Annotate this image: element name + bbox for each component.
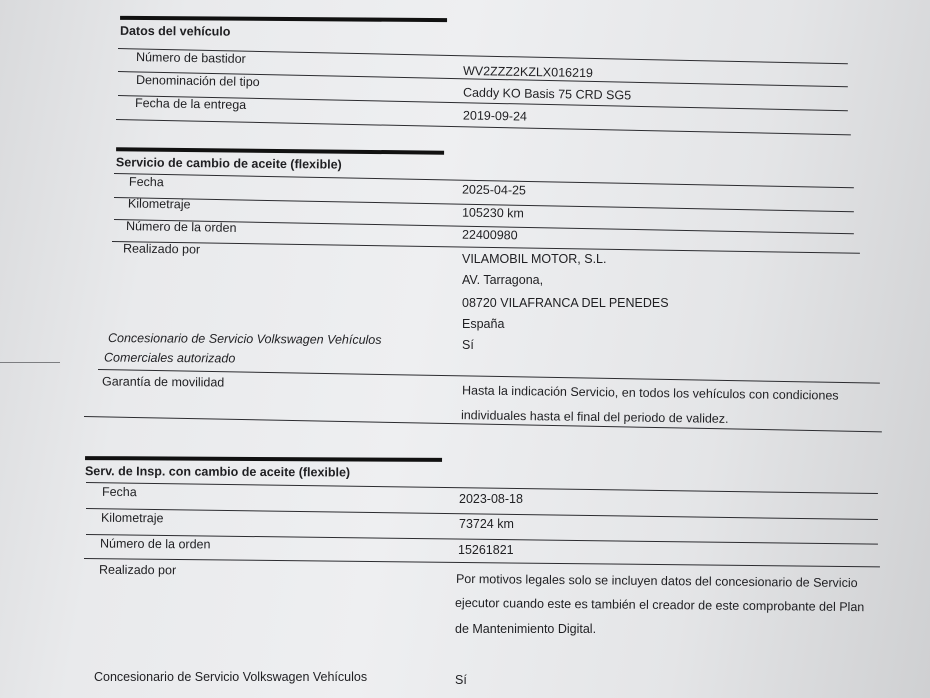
- oil-service-order-label: Número de la orden: [125, 219, 237, 235]
- type-name-label: Denominación del tipo: [135, 72, 260, 90]
- inspection-date-label: Fecha: [101, 484, 137, 500]
- dealer-name: VILAMOBIL MOTOR, S.L.: [462, 252, 607, 266]
- mobility-guarantee-label: Garantía de movilidad: [101, 374, 225, 390]
- inspection-order-value: 15261821: [458, 543, 514, 557]
- oil-service-section-heading: Servicio de cambio de aceite (flexible): [116, 147, 444, 172]
- inspection-performed-by-line-2: ejecutor cuando este es también el creador de este comprobante del Plan: [454, 595, 865, 615]
- oil-service-mileage-value: 105230 km: [461, 205, 524, 221]
- mobility-guarantee-text-line-2: individuales hasta el final del periodo de validez.: [460, 408, 729, 426]
- oil-service-order-value: 22400980: [461, 227, 518, 243]
- authorized-dealer-label-line-2: Comerciales autorizado: [103, 350, 236, 366]
- inspection-date-value: 2023-08-18: [459, 492, 523, 506]
- inspection-section-heading: Serv. de Insp. con cambio de aceite (flexible): [85, 456, 442, 480]
- dealer-street: AV. Tarragona,: [462, 273, 544, 287]
- inspection-order-label: Número de la orden: [99, 536, 211, 552]
- inspection-performed-by-line-1: Por motivos legales solo se incluyen datos del concesionario de Servicio: [455, 571, 858, 591]
- oil-service-date-value: 2025-04-25: [461, 182, 527, 198]
- oil-service-mileage-label: Kilometraje: [127, 196, 191, 212]
- paper-fold-line: [0, 362, 60, 363]
- delivery-date-label: Fecha de la entrega: [134, 96, 247, 112]
- vehicle-section-heading: Datos del vehículo: [120, 16, 447, 40]
- inspection-authorized-dealer-label: Concesionario de Servicio Volkswagen Vehículos: [94, 670, 368, 684]
- inspection-authorized-dealer-value: Sí: [455, 673, 467, 687]
- authorized-dealer-label-line-1: Concesionario de Servicio Volkswagen Vehículos: [107, 331, 382, 347]
- dealer-city: 08720 VILAFRANCA DEL PENEDES: [462, 296, 669, 310]
- chassis-number-label: Número de bastidor: [135, 50, 246, 66]
- authorized-dealer-value: Sí: [462, 338, 474, 352]
- oil-service-date-label: Fecha: [128, 174, 164, 190]
- inspection-mileage-label: Kilometraje: [100, 510, 164, 526]
- type-name-value: Caddy KO Basis 75 CRD SG5: [462, 85, 632, 103]
- inspection-performed-by-label: Realizado por: [98, 562, 177, 578]
- mobility-guarantee-text-line-1: Hasta la indicación Servicio, en todos los vehículos con condiciones: [461, 383, 839, 403]
- inspection-performed-by-line-3: de Mantenimiento Digital.: [455, 622, 597, 636]
- oil-service-performed-by-label: Realizado por: [122, 241, 201, 257]
- delivery-date-value: 2019-09-24: [462, 108, 528, 124]
- chassis-number-value: WV2ZZZ2KZLX016219: [462, 63, 594, 81]
- divider: [84, 558, 880, 567]
- dealer-country: España: [462, 317, 505, 331]
- inspection-mileage-value: 73724 km: [459, 517, 514, 531]
